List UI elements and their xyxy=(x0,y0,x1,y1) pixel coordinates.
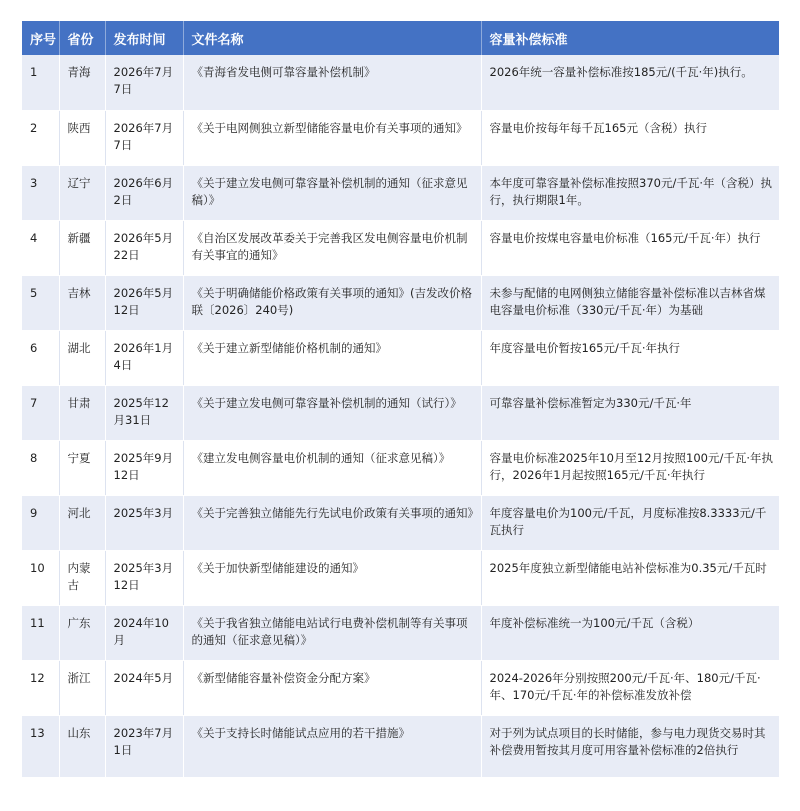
table-row xyxy=(22,605,779,660)
cell-document: 《关于加快新型储能建设的通知》 xyxy=(183,550,481,605)
cell-document: 《关于支持长时储能试点应用的若干措施》 xyxy=(183,715,481,777)
cell-seq: 2 xyxy=(22,110,59,165)
table-header-row xyxy=(22,21,779,55)
cell-document: 《关于电网侧独立新型储能容量电价有关事项的通知》 xyxy=(183,110,481,165)
cell-province: 湖北 xyxy=(59,330,105,385)
cell-standard: 本年度可靠容量补偿标准按照370元/千瓦·年（含税）执行，执行期限1年。 xyxy=(481,165,779,220)
cell-date: 2026年7月7日 xyxy=(105,110,183,165)
cell-seq: 7 xyxy=(22,385,59,440)
cell-document: 《关于完善独立储能先行先试电价政策有关事项的通知》 xyxy=(183,495,481,550)
cell-standard: 2025年度独立新型储能电站补偿标准为0.35元/千瓦时 xyxy=(481,550,779,605)
cell-standard: 年度容量电价暂按165元/千瓦·年执行 xyxy=(481,330,779,385)
table-row xyxy=(22,660,779,715)
cell-seq: 6 xyxy=(22,330,59,385)
cell-province: 青海 xyxy=(59,55,105,110)
cell-document: 《关于我省独立储能电站试行电费补偿机制等有关事项的通知（征求意见稿）》 xyxy=(183,605,481,660)
cell-document: 《关于建立发电侧可靠容量补偿机制的通知（试行）》 xyxy=(183,385,481,440)
cell-date: 2026年5月12日 xyxy=(105,275,183,330)
cell-province: 吉林 xyxy=(59,275,105,330)
header-document-name: 文件名称 xyxy=(183,21,481,55)
cell-standard: 容量电价按每年每千瓦165元（含税）执行 xyxy=(481,110,779,165)
cell-date: 2023年7月1日 xyxy=(105,715,183,777)
cell-standard: 2024-2026年分别按照200元/千瓦·年、180元/千瓦·年、170元/千瓦·年的补偿标准发放补偿 xyxy=(481,660,779,715)
cell-province: 新疆 xyxy=(59,220,105,275)
cell-seq: 11 xyxy=(22,605,59,660)
cell-date: 2024年5月 xyxy=(105,660,183,715)
cell-document: 《新型储能容量补偿资金分配方案》 xyxy=(183,660,481,715)
cell-province: 广东 xyxy=(59,605,105,660)
cell-standard: 容量电价按煤电容量电价标准（165元/千瓦·年）执行 xyxy=(481,220,779,275)
cell-seq: 10 xyxy=(22,550,59,605)
cell-province: 宁夏 xyxy=(59,440,105,495)
cell-standard: 对于列为试点项目的长时储能，参与电力现货交易时其补偿费用暂按其月度可用容量补偿标准的2倍执行 xyxy=(481,715,779,777)
table-row xyxy=(22,495,779,550)
header-province: 省份 xyxy=(59,21,105,55)
cell-seq: 3 xyxy=(22,165,59,220)
table-row xyxy=(22,330,779,385)
cell-seq: 1 xyxy=(22,55,59,110)
cell-seq: 9 xyxy=(22,495,59,550)
table-row xyxy=(22,110,779,165)
cell-document: 《青海省发电侧可靠容量补偿机制》 xyxy=(183,55,481,110)
cell-province: 内蒙古 xyxy=(59,550,105,605)
cell-standard: 未参与配储的电网侧独立储能容量补偿标准以吉林省煤电容量电价标准（330元/千瓦·年）为基础 xyxy=(481,275,779,330)
table-row xyxy=(22,440,779,495)
cell-date: 2025年12月31日 xyxy=(105,385,183,440)
cell-province: 浙江 xyxy=(59,660,105,715)
cell-seq: 12 xyxy=(22,660,59,715)
cell-province: 辽宁 xyxy=(59,165,105,220)
cell-standard: 年度容量电价为100元/千瓦，月度标准按8.3333元/千瓦执行 xyxy=(481,495,779,550)
cell-document: 《关于明确储能价格政策有关事项的通知》(吉发改价格联〔2026〕240号) xyxy=(183,275,481,330)
cell-document: 《关于建立发电侧可靠容量补偿机制的通知（征求意见稿）》 xyxy=(183,165,481,220)
table-row xyxy=(22,275,779,330)
cell-province: 山东 xyxy=(59,715,105,777)
cell-standard: 容量电价标准2025年10月至12月按照100元/千瓦·年执行，2026年1月起按照165元/千瓦·年执行 xyxy=(481,440,779,495)
cell-province: 甘肃 xyxy=(59,385,105,440)
table-row xyxy=(22,220,779,275)
table-row xyxy=(22,55,779,110)
cell-seq: 4 xyxy=(22,220,59,275)
policy-table-container xyxy=(22,21,779,778)
cell-date: 2026年6月2日 xyxy=(105,165,183,220)
cell-province: 陕西 xyxy=(59,110,105,165)
cell-standard: 2026年统一容量补偿标准按185元/(千瓦·年)执行。 xyxy=(481,55,779,110)
header-compensation-standard: 容量补偿标准 xyxy=(481,21,779,55)
header-seq: 序号 xyxy=(22,21,59,55)
header-publish-date: 发布时间 xyxy=(105,21,183,55)
cell-seq: 13 xyxy=(22,715,59,777)
cell-date: 2025年9月12日 xyxy=(105,440,183,495)
table-row xyxy=(22,385,779,440)
table-row xyxy=(22,715,779,777)
cell-date: 2026年1月4日 xyxy=(105,330,183,385)
cell-standard: 可靠容量补偿标准暂定为330元/千瓦·年 xyxy=(481,385,779,440)
cell-date: 2026年7月7日 xyxy=(105,55,183,110)
cell-seq: 8 xyxy=(22,440,59,495)
cell-document: 《自治区发展改革委关于完善我区发电侧容量电价机制有关事宜的通知》 xyxy=(183,220,481,275)
cell-date: 2025年3月 xyxy=(105,495,183,550)
cell-document: 《关于建立新型储能价格机制的通知》 xyxy=(183,330,481,385)
capacity-compensation-table xyxy=(22,21,779,778)
cell-date: 2024年10月 xyxy=(105,605,183,660)
cell-province: 河北 xyxy=(59,495,105,550)
cell-seq: 5 xyxy=(22,275,59,330)
table-row xyxy=(22,165,779,220)
cell-document: 《建立发电侧容量电价机制的通知（征求意见稿）》 xyxy=(183,440,481,495)
cell-standard: 年度补偿标准统一为100元/千瓦（含税） xyxy=(481,605,779,660)
table-row xyxy=(22,550,779,605)
cell-date: 2025年3月12日 xyxy=(105,550,183,605)
cell-date: 2026年5月22日 xyxy=(105,220,183,275)
